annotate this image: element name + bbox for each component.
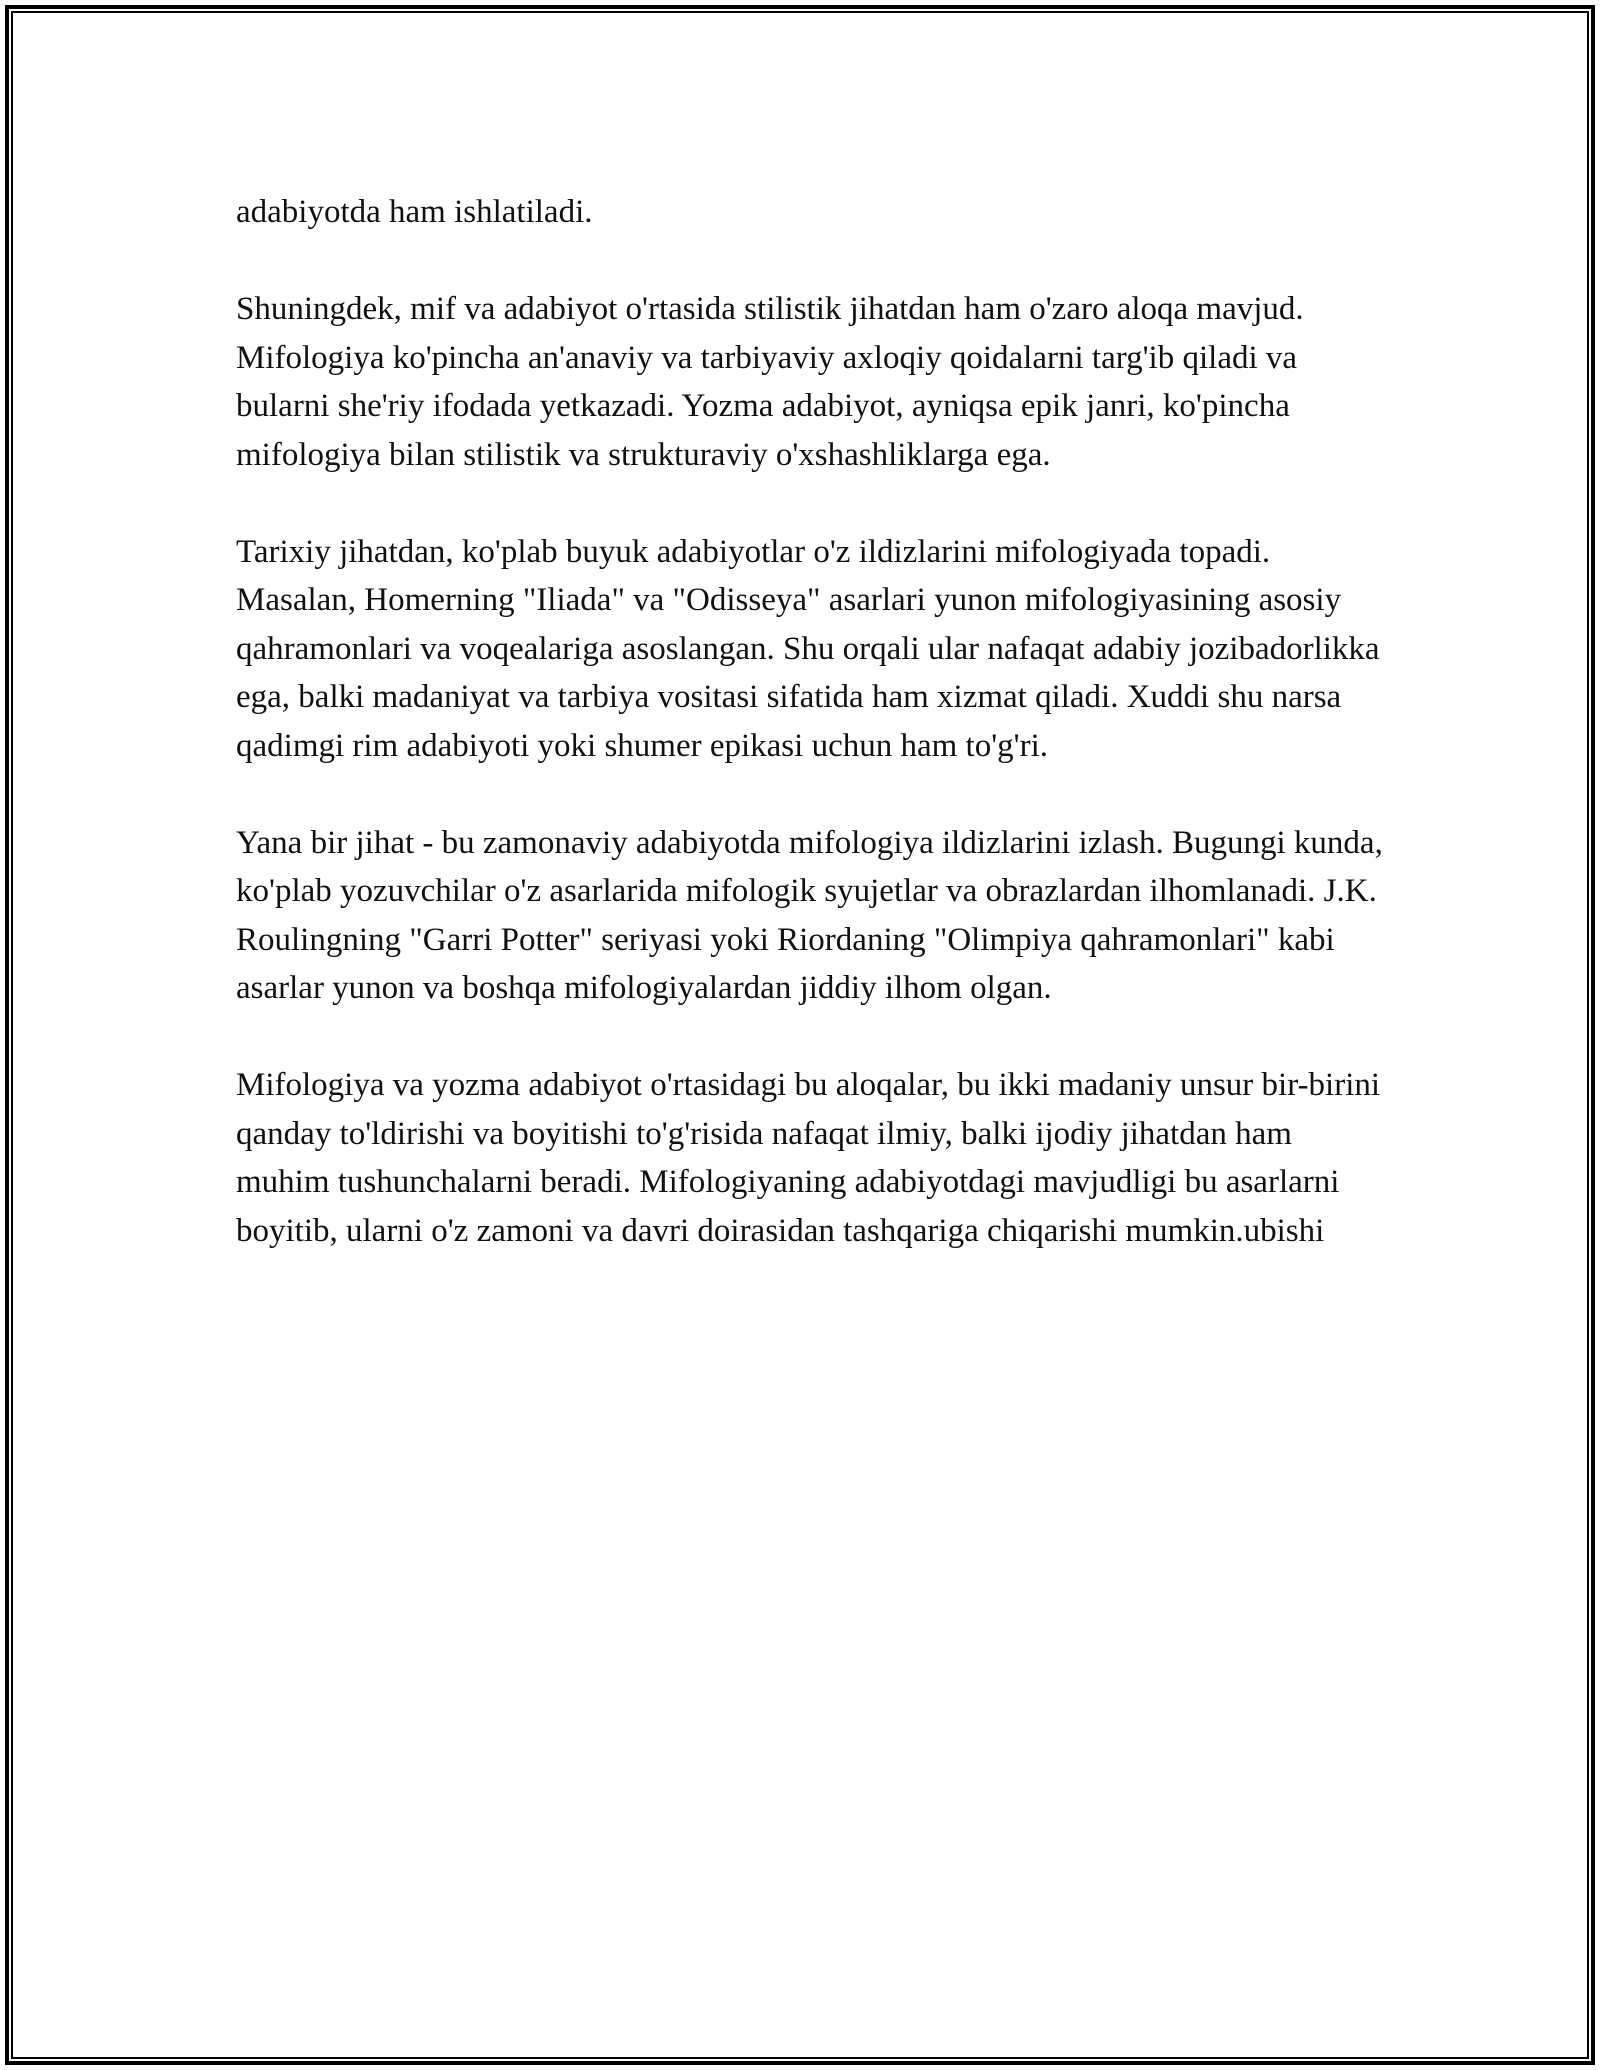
paragraph-stylistic-connection: Shuningdek, mif va adabiyot o'rtasida stilistik jihatdan ham o'zaro aloqa mavjud. Mifologiya ko'pincha an'anaviy va tarbiyaviy axloqiy qoidalarni targ'ib qiladi va bularni she'riy ifodada yetkazadi. Yozma adabiyot, ayniqsa epik janri, ko'pincha mifologiya bilan stilistik va strukturaviy o'xshashliklarga ega. (236, 291, 1304, 473)
paragraph-historical-roots: Tarixiy jihatdan, ko'plab buyuk adabiyotlar o'z ildizlarini mifologiyada topadi. Masalan, Homerning "Iliada" va "Odisseya" asarlari yunon mifologiyasining asosiy qahramonlari va voqealariga asoslangan. Shu orqali ular nafaqat adabiy jozibadorlikka ega, balki madaniyat va tarbiya vositasi sifatida ham xizmat qiladi. Xuddi shu narsa qadimgi rim adabiyoti yoki shumer epikasi uchun ham to'g'ri. (236, 533, 1380, 764)
paragraph-continuation: adabiyotda ham ishlatiladi. (236, 194, 593, 230)
paragraph-modern-literature: Yana bir jihat - bu zamonaviy adabiyotda mifologiya ildizlarini izlash. Bugungi kunda, ko'plab yozuvchilar o'z asarlarida mifologik syujetlar va obrazlardan ilhomlanadi. J.K. Roulingning "Garri Potter" seriyasi yoki Riordaning "Olimpiya qahramonlari" kabi asarlar yunon va boshqa mifologiyalardan jiddiy ilhom olgan. (236, 824, 1383, 1006)
document-body (236, 188, 1386, 1304)
paragraph-conclusion: Mifologiya va yozma adabiyot o'rtasidagi bu aloqalar, bu ikki madaniy unsur bir-birini qanday to'ldirishi va boyitishi to'g'risida nafaqat ilmiy, balki ijodiy jihatdan ham muhim tushunchalarni beradi. Mifologiyaning adabiyotdagi mavjudligi bu asarlarni boyitib, ularni o'z zamoni va davri doirasidan tashqariga chiqarishi mumkin.ubishi (236, 1067, 1381, 1249)
